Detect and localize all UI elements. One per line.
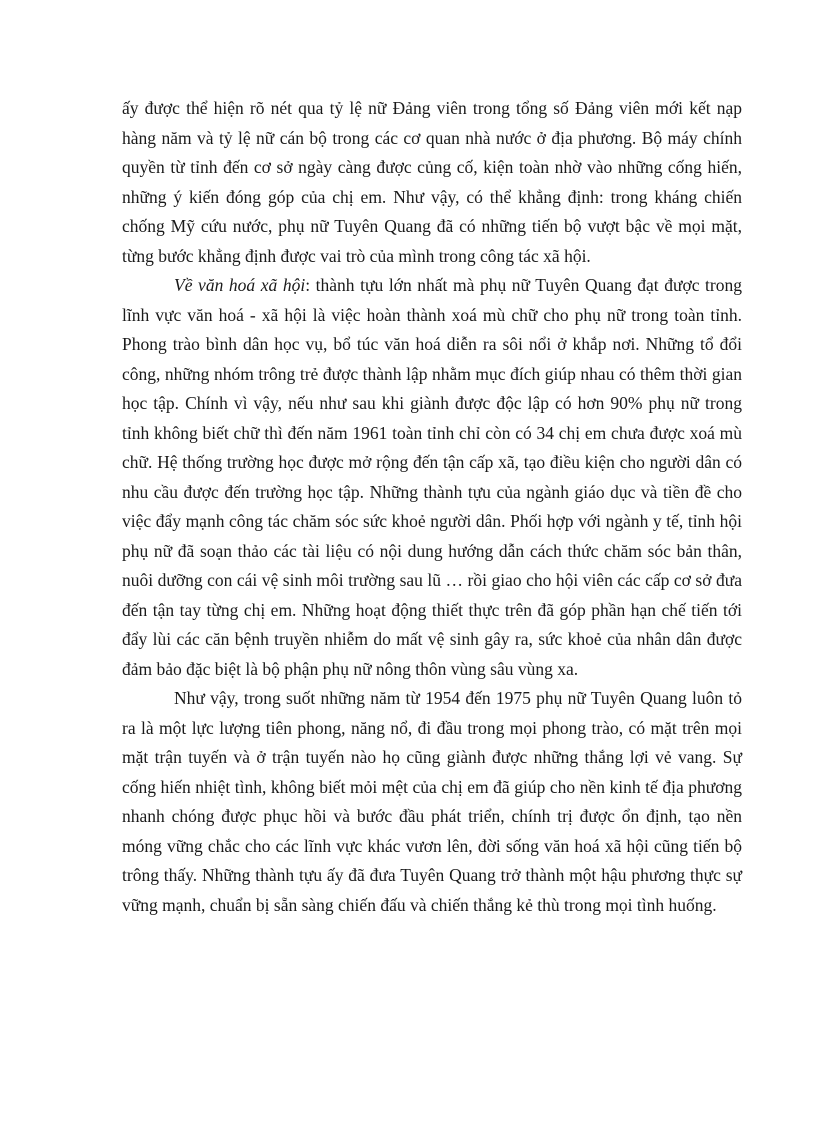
paragraph-conclusion: Như vậy, trong suốt những năm từ 1954 đến 1975 phụ nữ Tuyên Quang luôn tỏ ra là một lực lượng tiên phong, năng nổ, đi đầu trong mọi phong trào, có mặt trên mọi mặt trận tuyến và ở trận tuyến nào họ cũng giành được những thắng lợi vẻ vang. Sự cống hiến nhiệt tình, không biết mỏi mệt của chị em đã giúp cho nền kinh tế địa phương nhanh chóng được phục hồi và bước đầu phát triển, chính trị được ổn định, tạo nền móng vững chắc cho các lĩnh vực khác vươn lên, đời sống văn hoá xã hội cũng tiến bộ trông thấy. Những thành tựu ấy đã đưa Tuyên Quang trở thành một hậu phương thực sự vững mạnh, chuẩn bị sẵn sàng chiến đấu và chiến thắng kẻ thù trong mọi tình huống. bbox=[122, 688, 742, 915]
paragraph-continuation: ấy được thể hiện rõ nét qua tỷ lệ nữ Đảng viên trong tổng số Đảng viên mới kết nạp hàng năm và tỷ lệ nữ cán bộ trong các cơ quan nhà nước ở địa phương. Bộ máy chính quyền từ tỉnh đến cơ sở ngày càng được củng cố, kiện toàn nhờ vào những cống hiến, những ý kiến đóng góp của chị em. Như vậy, có thể khẳng định: trong kháng chiến chống Mỹ cứu nước, phụ nữ Tuyên Quang đã có những tiến bộ vượt bậc về mọi mặt, từng bước khẳng định được vai trò của mình trong công tác xã hội. bbox=[122, 98, 742, 266]
paragraph-culture-society-text: : thành tựu lớn nhất mà phụ nữ Tuyên Quang đạt được trong lĩnh vực văn hoá - xã hội là việc hoàn thành xoá mù chữ cho phụ nữ trong toàn tỉnh. Phong trào bình dân học vụ, bổ túc văn hoá diễn ra sôi nổi ở khắp nơi. Những tổ đổi công, những nhóm trông trẻ được thành lập nhằm mục đích giúp nhau có thêm thời gian học tập. Chính vì vậy, nếu như sau khi giành được độc lập có hơn 90% phụ nữ trong tỉnh không biết chữ thì đến năm 1961 toàn tỉnh chỉ còn có 34 chị em chưa được xoá mù chữ. Hệ thống trường học được mở rộng đến tận cấp xã, tạo điều kiện cho người dân có nhu cầu được đến trường học tập. Những thành tựu của ngành giáo dục và tiền đề cho việc đẩy mạnh công tác chăm sóc sức khoẻ người dân. Phối hợp với ngành y tế, tỉnh hội phụ nữ đã soạn thảo các tài liệu có nội dung hướng dẫn cách thức chăm sóc bản thân, nuôi dưỡng con cái vệ sinh môi trường sau lũ … rồi giao cho hội viên các cấp cơ sở đưa đến tận tay từng chị em. Những hoạt động thiết thực trên đã góp phần hạn chế tiến tới đẩy lùi các căn bệnh truyền nhiễm do mất vệ sinh gây ra, sức khoẻ của nhân dân được đảm bảo đặc biệt là bộ phận phụ nữ nông thôn vùng sâu vùng xa. bbox=[122, 275, 742, 679]
paragraph-culture-society bbox=[122, 271, 742, 684]
document-body bbox=[122, 94, 742, 920]
paragraph-culture-society-heading: Về văn hoá xã hội bbox=[174, 275, 306, 295]
